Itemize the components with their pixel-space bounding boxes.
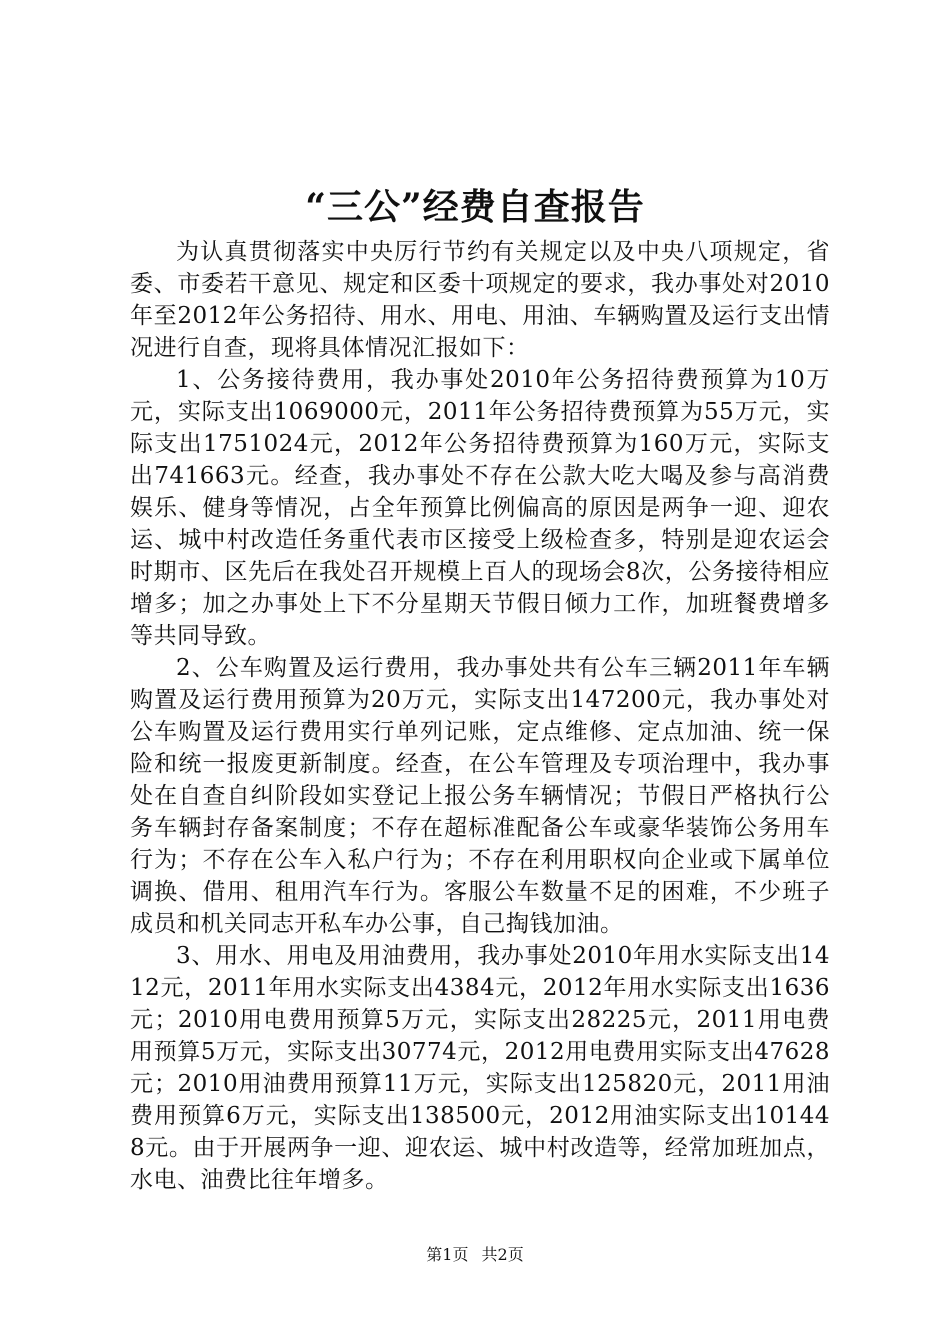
document-body (130, 236, 830, 1196)
document-title: “三公”经费自查报告 (305, 186, 645, 228)
page-footer (0, 1244, 950, 1266)
utilities-expense-paragraph: 3、用水、用电及用油费用，我办事处2010年用水实际支出1412元，2011年用水实际支出4384元，2012年用水实际支出1636元；2010用电费用预算5万元，实际支出28225元，2011用电费用预算5万元，实际支出30774元，2012用电费用实际支出47628元；2010用油费用预算11万元，实际支出125820元，2011用油费用预算6万元，实际支出138500元，2012用油实际支出101448元。由于开展两争一迎、迎农运、城中村改造等，经常加班加点，水电、油费比往年增多。 (130, 943, 830, 1193)
intro-paragraph: 为认真贯彻落实中央厉行节约有关规定以及中央八项规定，省委、市委若干意见、规定和区委十项规定的要求，我办事处对2010年至2012年公务招待、用水、用电、用油、车辆购置及运行支出情况进行自查，现将具体情况汇报如下： (130, 239, 830, 361)
vehicle-expense-paragraph: 2、公车购置及运行费用，我办事处共有公车三辆2011年车辆购置及运行费用预算为20万元，实际支出147200元，我办事处对公车购置及运行费用实行单列记账，定点维修、定点加油、统一保险和统一报废更新制度。经查，在公车管理及专项治理中，我办事处在自查自纠阶段如实登记上报公务车辆情况；节假日严格执行公务车辆封存备案制度；不存在超标准配备公车或豪华装饰公务用车行为；不存在公车入私户行为；不存在利用职权向企业或下属单位调换、借用、租用汽车行为。客服公车数量不足的困难，不少班子成员和机关同志开私车办公事，自己掏钱加油。 (130, 655, 830, 937)
reception-expense-paragraph: 1、公务接待费用，我办事处2010年公务招待费预算为10万元，实际支出1069000元，2011年公务招待费预算为55万元，实际支出1751024元，2012年公务招待费预算为160万元，实际支出741663元。经查，我办事处不存在公款大吃大喝及参与高消费娱乐、健身等情况，占全年预算比例偏高的原因是两争一迎、迎农运、城中村改造任务重代表市区接受上级检查多，特别是迎农运会时期市、区先后在我处召开规模上百人的现场会8次，公务接待相应增多；加之办事处上下不分星期天节假日倾力工作，加班餐费增多等共同导致。 (130, 367, 830, 649)
page-number-current: 第1页 (426, 1245, 469, 1264)
page-number-total: 共2页 (481, 1245, 524, 1264)
